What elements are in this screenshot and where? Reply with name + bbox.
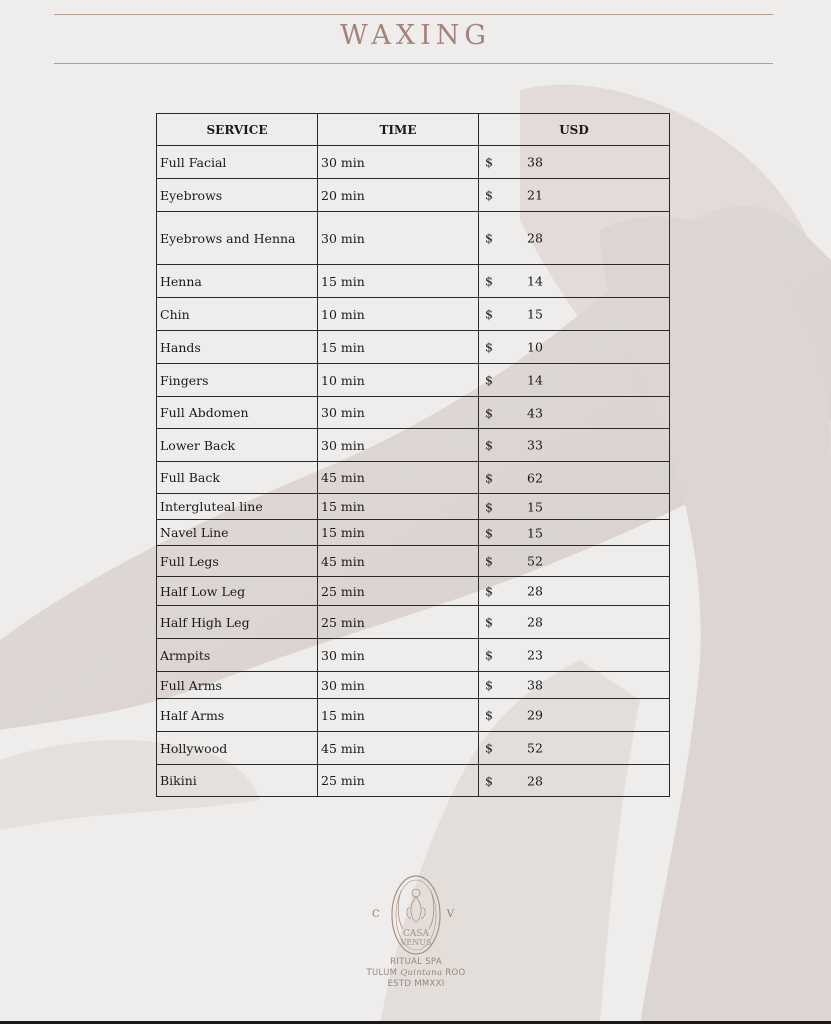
- price-amount: 28: [527, 230, 543, 246]
- table-header-row: [157, 114, 670, 146]
- table-row: [157, 765, 670, 797]
- service-name: Chin: [157, 298, 318, 331]
- service-time: 45 min: [318, 462, 479, 494]
- page-title: WAXING: [340, 20, 491, 51]
- currency-symbol: $: [485, 677, 493, 693]
- service-time: 30 min: [318, 639, 479, 672]
- price-amount: 52: [527, 740, 543, 756]
- table-row: [157, 364, 670, 397]
- service-time: 45 min: [318, 732, 479, 765]
- price-amount: 21: [527, 187, 543, 203]
- service-time: 30 min: [318, 212, 479, 265]
- service-price: [479, 265, 670, 298]
- currency-symbol: $: [485, 553, 493, 569]
- price-table: [156, 113, 670, 797]
- currency-symbol: $: [485, 499, 493, 514]
- service-name: Bikini: [157, 765, 318, 797]
- currency-symbol: $: [485, 306, 493, 322]
- currency-symbol: $: [485, 372, 493, 388]
- service-name: Intergluteal line: [157, 494, 318, 520]
- top-rule: [54, 14, 773, 15]
- service-price: [479, 212, 670, 265]
- currency-symbol: $: [485, 154, 493, 170]
- service-price: [479, 146, 670, 179]
- service-name: Navel Line: [157, 520, 318, 546]
- currency-symbol: $: [485, 647, 493, 663]
- service-name: Full Back: [157, 462, 318, 494]
- service-name: Eyebrows and Henna: [157, 212, 318, 265]
- price-amount: 38: [527, 154, 543, 170]
- service-time: 15 min: [318, 520, 479, 546]
- service-price: [479, 397, 670, 429]
- service-name: Full Arms: [157, 672, 318, 699]
- service-time: 25 min: [318, 765, 479, 797]
- table-row: [157, 672, 670, 699]
- service-price: [479, 331, 670, 364]
- price-amount: 28: [527, 614, 543, 630]
- service-name: Full Legs: [157, 546, 318, 577]
- logo-location-city: TULUM: [366, 968, 398, 978]
- table-row: [157, 462, 670, 494]
- currency-symbol: $: [485, 437, 493, 453]
- service-price: [479, 577, 670, 606]
- currency-symbol: $: [485, 583, 493, 599]
- service-name: Hollywood: [157, 732, 318, 765]
- service-name: Full Facial: [157, 146, 318, 179]
- service-name: Hands: [157, 331, 318, 364]
- table-row: [157, 429, 670, 462]
- price-amount: 14: [527, 273, 543, 289]
- service-name: Half Arms: [157, 699, 318, 732]
- price-amount: 28: [527, 773, 543, 788]
- service-name: Lower Back: [157, 429, 318, 462]
- service-name: Half Low Leg: [157, 577, 318, 606]
- table-row: [157, 331, 670, 364]
- service-time: 15 min: [318, 265, 479, 298]
- service-price: [479, 520, 670, 546]
- service-time: 25 min: [318, 606, 479, 639]
- price-amount: 29: [527, 707, 543, 723]
- logo-letter-left: C: [372, 909, 380, 920]
- service-name: Henna: [157, 265, 318, 298]
- currency-symbol: $: [485, 614, 493, 630]
- service-price: [479, 732, 670, 765]
- service-time: 25 min: [318, 577, 479, 606]
- service-time: 15 min: [318, 331, 479, 364]
- logo-subtitle: RITUAL SPA: [390, 957, 442, 967]
- logo-established: ESTD MMXXI: [387, 979, 445, 989]
- price-amount: 28: [527, 583, 543, 599]
- service-price: [479, 298, 670, 331]
- service-price: [479, 606, 670, 639]
- table-row: [157, 699, 670, 732]
- service-price: [479, 462, 670, 494]
- service-time: 30 min: [318, 146, 479, 179]
- price-amount: 15: [527, 525, 543, 540]
- currency-symbol: $: [485, 470, 493, 485]
- currency-symbol: $: [485, 707, 493, 723]
- service-name: Full Abdomen: [157, 397, 318, 429]
- price-amount: 23: [527, 647, 543, 663]
- service-price: [479, 494, 670, 520]
- service-name: Half High Leg: [157, 606, 318, 639]
- title-underline: [54, 63, 773, 64]
- table-row: [157, 494, 670, 520]
- header-time: TIME: [318, 114, 479, 146]
- currency-symbol: $: [485, 339, 493, 355]
- service-time: 10 min: [318, 298, 479, 331]
- service-name: Fingers: [157, 364, 318, 397]
- currency-symbol: $: [485, 405, 493, 420]
- table-row: [157, 397, 670, 429]
- currency-symbol: $: [485, 187, 493, 203]
- table-row: [157, 577, 670, 606]
- table-row: [157, 265, 670, 298]
- service-name: Armpits: [157, 639, 318, 672]
- currency-symbol: $: [485, 773, 493, 788]
- service-price: [479, 699, 670, 732]
- table-row: [157, 212, 670, 265]
- table-row: [157, 732, 670, 765]
- table-row: [157, 546, 670, 577]
- table-row: [157, 606, 670, 639]
- currency-symbol: $: [485, 230, 493, 246]
- service-time: 20 min: [318, 179, 479, 212]
- logo-location-state: Quintana: [400, 968, 443, 978]
- service-name: Eyebrows: [157, 179, 318, 212]
- service-time: 30 min: [318, 397, 479, 429]
- logo-name-line2: VENUS: [400, 938, 432, 947]
- logo-location-suffix: ROO: [445, 968, 466, 978]
- price-amount: 43: [527, 405, 543, 420]
- table-row: [157, 639, 670, 672]
- service-time: 45 min: [318, 546, 479, 577]
- service-time: 15 min: [318, 494, 479, 520]
- table-row: [157, 146, 670, 179]
- table-row: [157, 298, 670, 331]
- service-time: 10 min: [318, 364, 479, 397]
- logo-emblem-icon: [389, 873, 443, 957]
- logo-letter-right: V: [446, 909, 454, 920]
- service-price: [479, 672, 670, 699]
- price-amount: 38: [527, 677, 543, 693]
- logo-location: [356, 968, 476, 979]
- header-service: SERVICE: [157, 114, 318, 146]
- casa-venus-logo: [356, 873, 476, 1023]
- service-time: 30 min: [318, 429, 479, 462]
- service-price: [479, 364, 670, 397]
- table-row: [157, 520, 670, 546]
- price-amount: 15: [527, 499, 543, 514]
- price-amount: 14: [527, 372, 543, 388]
- currency-symbol: $: [485, 740, 493, 756]
- price-amount: 15: [527, 306, 543, 322]
- price-amount: 33: [527, 437, 543, 453]
- service-price: [479, 546, 670, 577]
- price-amount: 52: [527, 553, 543, 569]
- table-row: [157, 179, 670, 212]
- service-price: [479, 429, 670, 462]
- price-amount: 62: [527, 470, 543, 485]
- price-amount: 10: [527, 339, 543, 355]
- service-price: [479, 639, 670, 672]
- header-usd: USD: [479, 114, 670, 146]
- logo-name-line1: CASA: [402, 929, 430, 939]
- currency-symbol: $: [485, 273, 493, 289]
- currency-symbol: $: [485, 525, 493, 540]
- service-price: [479, 765, 670, 797]
- service-time: 15 min: [318, 699, 479, 732]
- service-time: 30 min: [318, 672, 479, 699]
- service-price: [479, 179, 670, 212]
